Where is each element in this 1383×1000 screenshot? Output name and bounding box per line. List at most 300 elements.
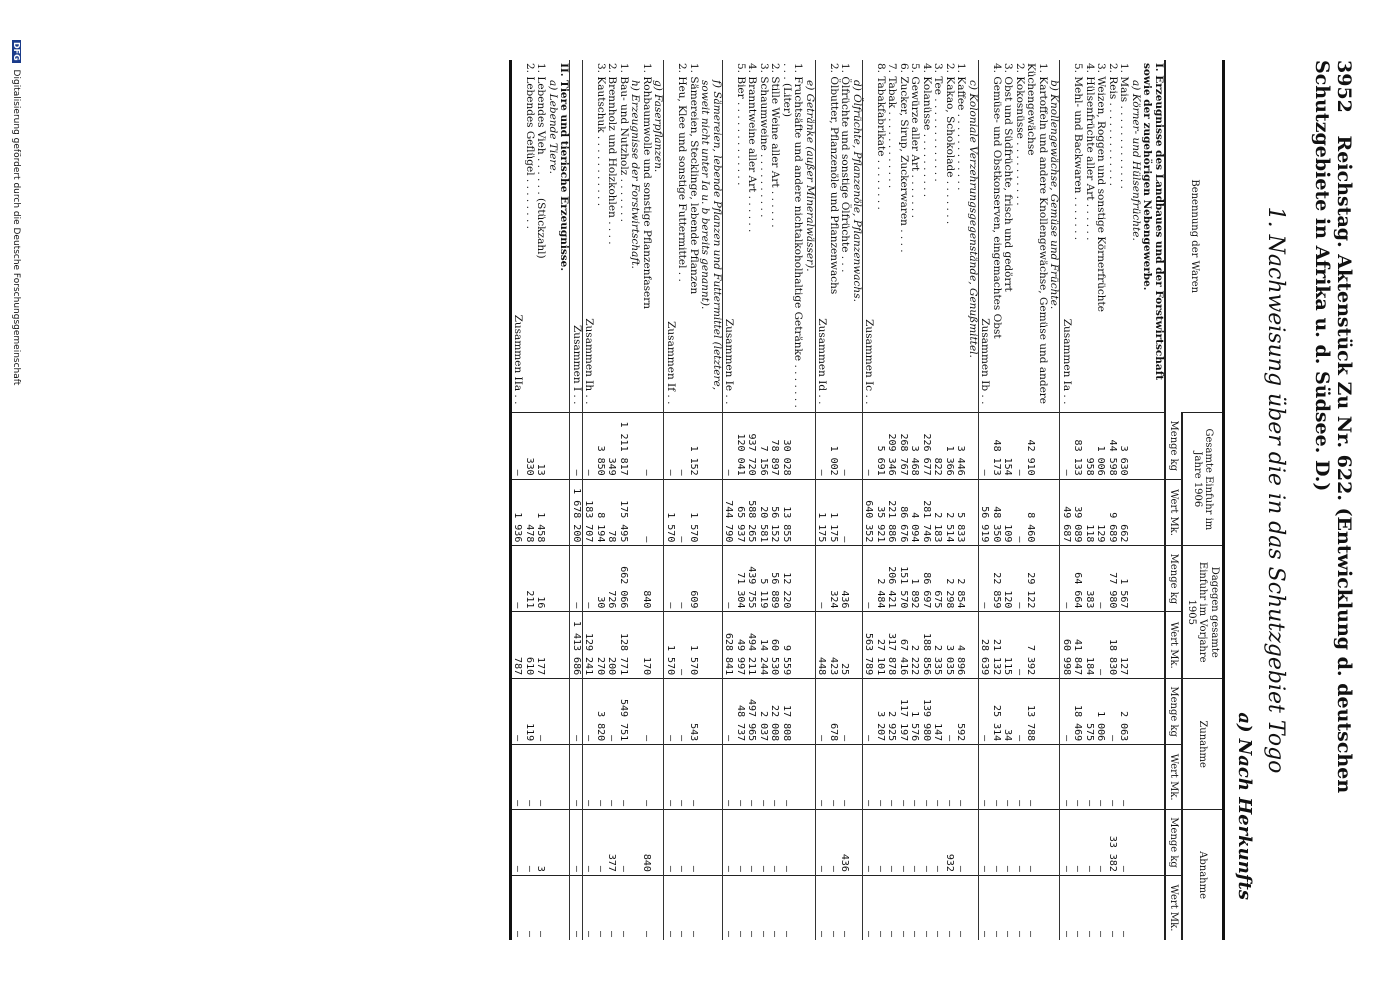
- cell-menge: 549 751: [618, 679, 630, 745]
- cell-wert: —: [1014, 479, 1026, 546]
- cell-wert: [699, 745, 723, 810]
- table-row: [558, 60, 570, 940]
- table-row: [1095, 60, 1107, 940]
- cell-menge: 30 028: [781, 413, 804, 479]
- page-number: 3952: [1333, 60, 1355, 113]
- cell-wert: 129 241: [583, 612, 595, 679]
- cell-wert: —: [606, 875, 618, 940]
- sub-header-menge: Menge kg: [1165, 810, 1183, 876]
- row-label: 2. Kokosnüsse . . . . . . . . . .: [1014, 63, 1026, 206]
- cell-wert: 56 152: [769, 479, 781, 546]
- cell-wert: 128 771: [618, 612, 630, 679]
- cell-menge: 2 063: [1118, 679, 1130, 745]
- cell-menge: 3 630: [1118, 413, 1130, 479]
- cell-wert: 28 639: [979, 612, 991, 679]
- table-row: [758, 60, 770, 940]
- cell-menge: —: [618, 810, 630, 876]
- cell-wert: 170: [641, 612, 653, 679]
- cell-menge: 22 008: [769, 679, 781, 745]
- cell-menge: 5 119: [758, 546, 770, 612]
- cell-menge: [652, 546, 664, 612]
- row-label: 1. Lebendes Vieh . . . . . . (Stückzahl): [535, 63, 548, 259]
- cell-menge: —: [1014, 546, 1026, 612]
- cell-menge: 7 156: [758, 413, 770, 479]
- sub-header-menge: Menge kg: [1165, 679, 1183, 745]
- table-row: [583, 60, 595, 940]
- cell-wert: [547, 745, 559, 810]
- cell-menge: —: [769, 810, 781, 876]
- cell-wert: [967, 745, 979, 810]
- cell-wert: —: [979, 745, 991, 810]
- cell-wert: —: [1060, 875, 1072, 940]
- table-row: [676, 60, 688, 940]
- cell-wert: —: [570, 875, 583, 940]
- cell-wert: 183 707: [583, 479, 595, 546]
- cell-menge: 34: [1002, 679, 1014, 745]
- cell-menge: 3 207: [875, 679, 887, 745]
- cell-wert: 18 830: [1107, 612, 1119, 679]
- cell-wert: —: [921, 745, 933, 810]
- cell-menge: —: [664, 679, 676, 745]
- table-row: [816, 60, 828, 940]
- cell-wert: 8 460: [1025, 479, 1048, 546]
- cell-menge: —: [664, 810, 676, 876]
- row-label: 1. Sämereien, Stecklinge, lebende Pflanzen: [688, 63, 700, 295]
- cell-wert: 1 413 686: [570, 612, 583, 679]
- cell-wert: 177: [535, 612, 547, 679]
- table-row: [991, 60, 1003, 940]
- cell-wert: 448: [816, 612, 828, 679]
- cell-wert: 25: [839, 612, 851, 679]
- table-row: [570, 60, 583, 940]
- cell-menge: —: [875, 810, 887, 876]
- table-row: [898, 60, 910, 940]
- cell-menge: 44 598: [1107, 413, 1119, 479]
- cell-wert: —: [618, 875, 630, 940]
- cell-wert: [967, 479, 979, 546]
- cell-menge: —: [979, 810, 991, 876]
- cell-menge: 436: [839, 546, 851, 612]
- cell-menge: [699, 546, 723, 612]
- cell-wert: —: [618, 745, 630, 810]
- cell-menge: —: [816, 810, 828, 876]
- cell-wert: —: [723, 875, 735, 940]
- cell-menge: [699, 413, 723, 479]
- cell-wert: —: [524, 745, 536, 810]
- cell-menge: 2 854: [955, 546, 967, 612]
- cell-wert: [699, 479, 723, 546]
- cell-menge: —: [944, 679, 956, 745]
- cell-wert: —: [535, 875, 547, 940]
- row-label: 1. Ölfrüchte und sonstige Ölfrüchte . . .: [839, 63, 852, 273]
- cell-menge: —: [583, 546, 595, 612]
- table-row: [875, 60, 887, 940]
- cell-menge: —: [746, 810, 758, 876]
- col-header-1905: Dagegen gesamte Einfuhr im Vorjahre 1905: [1183, 546, 1224, 679]
- cell-menge: —: [511, 810, 524, 876]
- table-row: [735, 60, 747, 940]
- cell-wert: —: [1002, 875, 1014, 940]
- table-subtitle: a) Nach Herkunfts: [1234, 712, 1255, 900]
- cell-wert: 2 183: [932, 479, 944, 546]
- cell-menge: [547, 413, 559, 479]
- cell-menge: —: [723, 810, 735, 876]
- cell-menge: —: [991, 810, 1003, 876]
- row-label: Zusammen Ic . .: [863, 60, 875, 413]
- cell-menge: —: [1014, 679, 1026, 745]
- cell-wert: 3 035: [944, 612, 956, 679]
- table-body: [511, 60, 1166, 940]
- cell-wert: 188 856: [921, 612, 933, 679]
- cell-wert: 628 841: [723, 612, 735, 679]
- cell-menge: —: [863, 413, 875, 479]
- cell-wert: —: [828, 745, 840, 810]
- cell-menge: 1 006: [1095, 679, 1107, 745]
- cell-menge: [1141, 679, 1165, 745]
- cell-menge: [967, 546, 979, 612]
- cell-wert: —: [863, 875, 875, 940]
- cell-wert: —: [839, 875, 851, 940]
- table-row: [595, 60, 607, 940]
- cell-menge: 678: [828, 679, 840, 745]
- cell-wert: 65 937: [735, 479, 747, 546]
- table-row: [1141, 60, 1165, 940]
- cell-wert: 317 878: [886, 612, 898, 679]
- cell-menge: —: [1060, 679, 1072, 745]
- cell-wert: 588 265: [746, 479, 758, 546]
- cell-menge: 675: [932, 546, 944, 612]
- row-label: 5. Bier . . . . . . . . . . . . .: [735, 63, 747, 186]
- cell-wert: [1130, 745, 1142, 810]
- cell-menge: —: [641, 413, 653, 479]
- cell-menge: 16: [535, 546, 547, 612]
- cell-wert: —: [1060, 745, 1072, 810]
- cell-menge: 25 314: [991, 679, 1003, 745]
- cell-menge: —: [524, 810, 536, 876]
- cell-menge: —: [735, 810, 747, 876]
- cell-wert: [1048, 479, 1060, 546]
- row-label: Zusammen Id . .: [816, 60, 828, 413]
- cell-menge: —: [979, 546, 991, 612]
- cell-wert: 1 570: [664, 612, 676, 679]
- cell-menge: 2 484: [875, 546, 887, 612]
- row-label: a) Lebende Tiere.: [547, 80, 559, 174]
- cell-wert: —: [769, 875, 781, 940]
- cell-menge: 840: [641, 546, 653, 612]
- cell-wert: [547, 479, 559, 546]
- cell-wert: 744 790: [723, 479, 735, 546]
- cell-menge: 1 006: [1095, 413, 1107, 479]
- cell-menge: —: [863, 546, 875, 612]
- cell-menge: —: [979, 413, 991, 479]
- cell-wert: 4 094: [909, 479, 921, 546]
- cell-wert: —: [1014, 875, 1026, 940]
- cell-menge: 543: [688, 679, 700, 745]
- row-label: Zusammen Ih . .: [583, 60, 595, 413]
- row-label: 1. Bau- und Nutzholz . . . . . . .: [618, 63, 630, 222]
- cell-menge: 1 892: [909, 546, 921, 612]
- cell-wert: 109: [1002, 479, 1014, 546]
- cell-menge: 377: [606, 810, 618, 876]
- table-row: [535, 60, 547, 940]
- cell-menge: [629, 679, 641, 745]
- cell-menge: —: [583, 810, 595, 876]
- cell-menge: 383: [1084, 546, 1096, 612]
- table-row: [1048, 60, 1060, 940]
- cell-menge: 147: [932, 679, 944, 745]
- cell-menge: 662 066: [618, 546, 630, 612]
- footer-credit: [11, 40, 21, 1000]
- table-title: 1. Nachweisung über die in das Schutzgebiet Togo: [1263, 206, 1288, 774]
- row-label: 7. Tabak . . . . . . . . . . . .: [886, 63, 899, 189]
- cell-menge: 18 469: [1072, 679, 1084, 745]
- cell-wert: —: [921, 875, 933, 940]
- table-row: [979, 60, 991, 940]
- table-row: [746, 60, 758, 940]
- cell-menge: [1141, 810, 1165, 876]
- table-row: [851, 60, 863, 940]
- cell-wert: [547, 612, 559, 679]
- cell-menge: [804, 810, 816, 876]
- cell-wert: [652, 875, 664, 940]
- cell-wert: [652, 745, 664, 810]
- cell-wert: 640 352: [863, 479, 875, 546]
- cell-menge: 3 468: [909, 413, 921, 479]
- cell-wert: [652, 612, 664, 679]
- cell-menge: 48 737: [735, 679, 747, 745]
- cell-menge: 13: [535, 413, 547, 479]
- cell-menge: 3 446: [955, 413, 967, 479]
- cell-wert: [629, 479, 641, 546]
- cell-wert: —: [1107, 875, 1119, 940]
- cell-menge: 958: [1084, 413, 1096, 479]
- cell-menge: [699, 810, 723, 876]
- cell-menge: 436: [839, 810, 851, 876]
- cell-menge: [629, 546, 641, 612]
- cell-wert: —: [816, 745, 828, 810]
- col-header-zunahme: Zunahme: [1183, 679, 1224, 810]
- cell-menge: [851, 413, 863, 479]
- table-row: [909, 60, 921, 940]
- cell-menge: —: [758, 810, 770, 876]
- header-text: Reichstag. Aktenstück Zu Nr. 622. (Entwicklung d. deutschen Schutzgebiete in Afrika u. d. Südsee. D.): [1311, 60, 1355, 794]
- cell-menge: —: [1072, 810, 1084, 876]
- cell-menge: [652, 810, 664, 876]
- cell-wert: —: [898, 745, 910, 810]
- table-row: [723, 60, 735, 940]
- table-row: [547, 60, 559, 940]
- cell-wert: —: [1107, 745, 1119, 810]
- cell-wert: [851, 745, 863, 810]
- row-label: I. Erzeugnisse des Landbaues und der Forstwirtschaft sowie der zugehörigen Nebengewerbe.: [1141, 63, 1165, 381]
- cell-wert: 67 416: [898, 612, 910, 679]
- cell-wert: [1130, 875, 1142, 940]
- cell-menge: —: [1014, 810, 1026, 876]
- cell-wert: —: [758, 875, 770, 940]
- row-label: 2. Stille Weine aller Art . . . . . .: [769, 63, 782, 228]
- cell-wert: —: [1118, 875, 1130, 940]
- row-label: 1. Kaffee . . . . . . . . . . . .: [955, 63, 968, 191]
- cell-wert: —: [1014, 745, 1026, 810]
- cell-menge: —: [1025, 810, 1048, 876]
- row-label: 2. Reis . . . . . . . . . . . . .: [1107, 63, 1119, 187]
- cell-wert: —: [1072, 875, 1084, 940]
- cell-wert: —: [781, 745, 804, 810]
- cell-menge: 497 965: [746, 679, 758, 745]
- cell-menge: 1 576: [909, 679, 921, 745]
- cell-wert: [1130, 479, 1142, 546]
- cell-wert: [1048, 612, 1060, 679]
- cell-menge: 1 211 817: [618, 413, 630, 479]
- cell-menge: 2 298: [944, 546, 956, 612]
- cell-wert: [1141, 479, 1165, 546]
- cell-menge: [851, 679, 863, 745]
- table-row: [1002, 60, 1014, 940]
- cell-menge: —: [570, 413, 583, 479]
- cell-menge: 29 122: [1025, 546, 1048, 612]
- cell-menge: —: [1060, 413, 1072, 479]
- cell-wert: 184: [1084, 612, 1096, 679]
- cell-menge: 3: [535, 810, 547, 876]
- cell-menge: —: [583, 413, 595, 479]
- cell-wert: 20 581: [758, 479, 770, 546]
- sub-header-wert: Wert Mk.: [1165, 875, 1183, 940]
- cell-menge: [1048, 546, 1060, 612]
- sub-header-wert: Wert Mk.: [1165, 745, 1183, 810]
- cell-wert: —: [583, 745, 595, 810]
- cell-menge: 1 002: [828, 413, 840, 479]
- table-row: [769, 60, 781, 940]
- cell-menge: —: [816, 413, 828, 479]
- cell-wert: —: [595, 875, 607, 940]
- cell-menge: —: [511, 679, 524, 745]
- sub-header-menge: Menge kg: [1165, 413, 1183, 479]
- cell-menge: [1130, 810, 1142, 876]
- cell-wert: 270: [595, 612, 607, 679]
- cell-wert: [1141, 745, 1165, 810]
- table-row: [886, 60, 898, 940]
- cell-menge: [652, 679, 664, 745]
- cell-menge: [804, 546, 816, 612]
- cell-menge: [1048, 679, 1060, 745]
- cell-wert: —: [746, 745, 758, 810]
- cell-wert: [1130, 612, 1142, 679]
- cell-wert: 9 689: [1107, 479, 1119, 546]
- cell-menge: 575: [1084, 679, 1096, 745]
- cell-menge: 12 220: [781, 546, 804, 612]
- sub-header-menge: Menge kg: [1165, 546, 1183, 612]
- cell-wert: [967, 875, 979, 940]
- cell-wert: —: [875, 875, 887, 940]
- row-label: Zusammen Ib . .: [979, 60, 991, 413]
- cell-menge: —: [583, 679, 595, 745]
- cell-menge: [1130, 679, 1142, 745]
- cell-menge: 209 346: [886, 413, 898, 479]
- cell-wert: —: [676, 745, 688, 810]
- cell-wert: [851, 875, 863, 940]
- cell-wert: —: [1025, 745, 1048, 810]
- row-label: Zusammen If . .: [664, 60, 676, 413]
- row-label: 5. Gewürze aller Art . . . . . . .: [909, 63, 922, 218]
- cell-wert: —: [735, 875, 747, 940]
- cell-wert: —: [758, 745, 770, 810]
- cell-menge: —: [886, 810, 898, 876]
- cell-wert: —: [583, 875, 595, 940]
- row-label: 3. Tee . . . . . . . . . . . . .: [932, 63, 945, 182]
- table-row: [839, 60, 851, 940]
- cell-wert: 494 211: [746, 612, 758, 679]
- cell-wert: —: [955, 875, 967, 940]
- cell-menge: —: [723, 413, 735, 479]
- cell-menge: 592: [955, 679, 967, 745]
- cell-menge: —: [955, 810, 967, 876]
- cell-menge: —: [1084, 810, 1096, 876]
- row-label: f) Sämereien, lebende Pflanzen und Futtermittel (letztere, soweit nicht unter Ia u. b bereits genannt).: [699, 80, 723, 391]
- row-label: d) Ölfrüchte, Pflanzenöle, Pflanzenwachs.: [851, 80, 863, 302]
- cell-wert: 423: [828, 612, 840, 679]
- cell-wert: —: [1095, 612, 1107, 679]
- cell-menge: 324: [828, 546, 840, 612]
- cell-wert: 13 855: [781, 479, 804, 546]
- cell-menge: [967, 679, 979, 745]
- cell-menge: —: [828, 810, 840, 876]
- cell-menge: 822: [932, 413, 944, 479]
- cell-wert: 14 244: [758, 612, 770, 679]
- cell-menge: —: [1060, 546, 1072, 612]
- table-row: [524, 60, 536, 940]
- cell-wert: —: [991, 745, 1003, 810]
- cell-wert: —: [781, 875, 804, 940]
- cell-wert: [558, 745, 570, 810]
- cell-wert: —: [898, 875, 910, 940]
- cell-menge: 609: [688, 546, 700, 612]
- cell-menge: —: [723, 679, 735, 745]
- cell-menge: 83 133: [1072, 413, 1084, 479]
- cell-wert: 281 746: [921, 479, 933, 546]
- row-label: 1. Rohbaumwolle und sonstige Pflanzenfasern: [641, 63, 653, 310]
- cell-menge: —: [839, 679, 851, 745]
- cell-menge: 206 421: [886, 546, 898, 612]
- cell-menge: [547, 810, 559, 876]
- cell-menge: —: [606, 679, 618, 745]
- cell-wert: —: [688, 875, 700, 940]
- cell-menge: —: [1118, 810, 1130, 876]
- cell-wert: —: [955, 745, 967, 810]
- cell-wert: 60 530: [769, 612, 781, 679]
- cell-wert: 221 886: [886, 479, 898, 546]
- row-label: 3. Kautschuk . . . . . . . . . . .: [595, 63, 607, 207]
- cell-menge: 56 889: [769, 546, 781, 612]
- cell-wert: 7 392: [1025, 612, 1048, 679]
- cell-menge: [558, 546, 570, 612]
- cell-wert: —: [886, 875, 898, 940]
- cell-menge: [558, 413, 570, 479]
- cell-menge: [967, 810, 979, 876]
- cell-menge: 268 767: [898, 413, 910, 479]
- table-row: [1084, 60, 1096, 940]
- cell-wert: —: [839, 479, 851, 546]
- row-label: Zusammen IIa . .: [511, 60, 524, 413]
- cell-menge: 120: [1002, 546, 1014, 612]
- cell-wert: —: [535, 745, 547, 810]
- table-row: [618, 60, 630, 940]
- cell-menge: —: [898, 810, 910, 876]
- cell-wert: —: [595, 745, 607, 810]
- cell-menge: [1048, 810, 1060, 876]
- table-row: [629, 60, 641, 940]
- cell-menge: 932: [944, 810, 956, 876]
- row-label: 4. Branntweine aller Art . . . . . .: [746, 63, 759, 233]
